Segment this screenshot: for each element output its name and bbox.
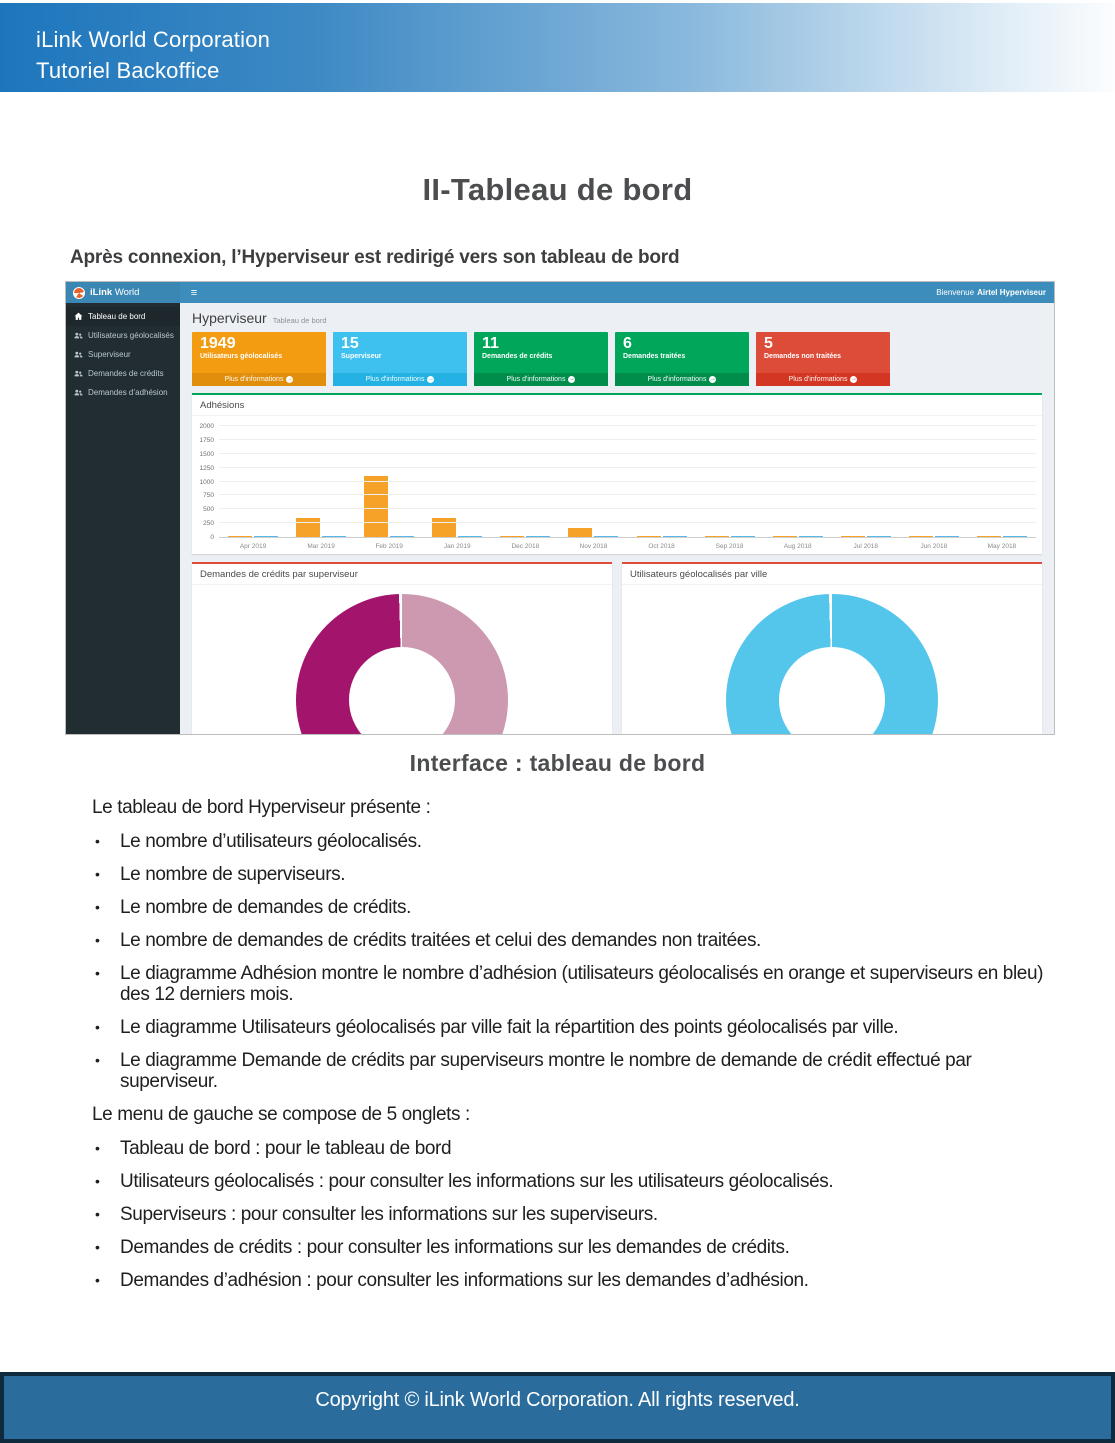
arrow-circle-icon [850, 376, 857, 383]
bar-utilisateurs [705, 536, 729, 537]
stat-card-label: Superviseur [341, 353, 382, 360]
sidebar-item-4[interactable] [66, 383, 180, 402]
bar-superviseurs [1003, 536, 1027, 537]
users-icon [74, 350, 83, 359]
bar-group [832, 427, 900, 537]
arrow-circle-icon [286, 376, 293, 383]
bar-superviseurs [594, 536, 618, 537]
gridline [219, 508, 1036, 509]
gridline [219, 494, 1036, 495]
x-tick-label: May 2018 [987, 543, 1017, 550]
more-info-label: Plus d'informations [506, 376, 566, 383]
stat-card-label: Demandes de crédits [482, 353, 553, 360]
intro-line-1: Le tableau de bord Hyperviseur présente : [92, 797, 431, 818]
bar-superviseurs [390, 536, 414, 537]
stat-card-4 [756, 332, 890, 386]
donut-panel-1-title: Demandes de crédits par superviseur [192, 564, 612, 585]
stat-card-label: Demandes traitées [623, 353, 686, 360]
page-subtitle: Après connexion, l’Hyperviseur est redirigé vers son tableau de bord [70, 247, 680, 268]
gridline [219, 425, 1036, 426]
bar-utilisateurs [228, 536, 252, 537]
more-info-link[interactable] [192, 373, 326, 386]
more-info-label: Plus d'informations [365, 376, 425, 383]
dashboard-heading [180, 303, 1054, 331]
arrow-circle-icon [568, 376, 575, 383]
adhesions-chart [196, 423, 1038, 551]
adhesions-plot [219, 427, 1036, 538]
sidebar-item-label: Tableau de bord [88, 312, 146, 321]
x-tick-label: Oct 2018 [648, 543, 675, 550]
y-tick-label: 2000 [199, 423, 214, 430]
bar-utilisateurs [568, 528, 592, 537]
x-tick-label: Aug 2018 [783, 543, 812, 550]
bar-superviseurs [935, 536, 959, 537]
bar-group [968, 427, 1036, 537]
bar-superviseurs [663, 536, 687, 537]
dashboard-navbar [66, 282, 1054, 303]
bar-group [355, 427, 423, 537]
brand[interactable] [66, 282, 180, 303]
banner-line2: Tutoriel Backoffice [36, 58, 220, 83]
stat-cards-row [192, 332, 1042, 386]
dashboard-body [66, 303, 1054, 735]
bar-utilisateurs [364, 476, 388, 537]
stat-card-value: 15 [341, 335, 359, 352]
x-tick-label: Mar 2019 [307, 543, 335, 550]
dashboard-heading-title: Hyperviseur [192, 310, 267, 326]
gridline [219, 467, 1036, 468]
document-banner [0, 3, 1115, 92]
welcome-user: Airtel Hyperviseur [977, 288, 1046, 297]
bar-superviseurs [731, 536, 755, 537]
more-info-label: Plus d'informations [224, 376, 284, 383]
bar-group [900, 427, 968, 537]
more-info-label: Plus d'informations [647, 376, 707, 383]
more-info-link[interactable] [333, 373, 467, 386]
bar-superviseurs [526, 536, 550, 537]
stat-card-3 [615, 332, 749, 386]
villes-donut-chart [726, 594, 938, 735]
stat-card-label: Demandes non traitées [764, 353, 842, 360]
more-info-link[interactable] [756, 373, 890, 386]
sidebar-item-label: Demandes de crédits [88, 369, 164, 378]
users-icon [74, 369, 83, 378]
bar-superviseurs [867, 536, 891, 537]
bar-group [696, 427, 764, 537]
stat-card-value: 6 [623, 335, 632, 352]
gridline [219, 522, 1036, 523]
gridline [219, 481, 1036, 482]
sidebar-item-label: Demandes d’adhésion [88, 388, 168, 397]
more-info-link[interactable] [615, 373, 749, 386]
bullet-item: • Tableau de bord : pour le tableau de bord [92, 1138, 1070, 1159]
brand-bold: iLink [90, 287, 113, 298]
bullet-list-2 [92, 1138, 1070, 1291]
bullet-item: • Le diagramme Adhésion montre le nombre d’adhésion (utilisateurs géolocalisés en orange et superviseurs en bleu) des 12 derniers mois. [92, 963, 1070, 1005]
arrow-circle-icon [427, 376, 434, 383]
bullet-item: • Le diagramme Utilisateurs géolocalisés par ville fait la répartition des points géolocalisés par ville. [92, 1017, 1070, 1038]
dashboard-heading-subtitle: Tableau de bord [272, 316, 327, 325]
sidebar-item-0[interactable] [66, 307, 180, 326]
x-tick-label: Feb 2019 [375, 543, 403, 550]
bar-superviseurs [322, 536, 346, 537]
hamburger-icon[interactable] [180, 282, 208, 303]
stat-card-1 [333, 332, 467, 386]
stat-card-value: 11 [482, 335, 499, 352]
page-footer [0, 1372, 1115, 1443]
bullet-item: • Le nombre de demandes de crédits traitées et celui des demandes non traitées. [92, 930, 1070, 951]
x-tick-label: Dec 2018 [511, 543, 540, 550]
page-title: II-Tableau de bord [422, 172, 693, 207]
bullet-item: • Superviseurs : pour consulter les informations sur les superviseurs. [92, 1204, 1070, 1225]
arrow-circle-icon [709, 376, 716, 383]
welcome-text [936, 282, 1054, 303]
users-icon [74, 331, 83, 340]
bullet-list-1 [92, 831, 1070, 1092]
bar-group [219, 427, 287, 537]
more-info-link[interactable] [474, 373, 608, 386]
copyright-text: Copyright © iLink World Corporation. All rights reserved. [315, 1389, 800, 1411]
donut-hole [779, 647, 885, 735]
x-tick-label: Nov 2018 [579, 543, 608, 550]
y-tick-label: 1750 [199, 436, 214, 444]
bar-utilisateurs [909, 536, 933, 537]
bar-group [287, 427, 355, 537]
bar-group [423, 427, 491, 537]
y-tick-label: 1500 [199, 450, 214, 458]
bar-group [627, 427, 695, 537]
ilink-logo-icon [73, 287, 85, 299]
y-tick-label: 1250 [199, 464, 214, 472]
dashboard-sidebar [66, 303, 180, 735]
intro-line-2: Le menu de gauche se compose de 5 onglets : [92, 1104, 470, 1125]
bar-superviseurs [799, 536, 823, 537]
y-tick-label: 750 [203, 492, 214, 500]
sidebar-item-3[interactable] [66, 364, 180, 383]
x-tick-label: Jul 2018 [853, 543, 879, 550]
stat-card-value: 1949 [200, 335, 236, 352]
donut-panel-1 [192, 562, 612, 735]
bullet-item: • Le nombre d’utilisateurs géolocalisés. [92, 831, 1070, 852]
bullet-item: • Le diagramme Demande de crédits par superviseurs montre le nombre de demande de crédit effectué par superviseur. [92, 1050, 1070, 1092]
brand-light: World [114, 287, 140, 298]
gridline [219, 439, 1036, 440]
dashboard-screenshot [65, 281, 1055, 735]
adhesions-panel [192, 393, 1042, 554]
bar-group [491, 427, 559, 537]
bar-utilisateurs [773, 536, 797, 537]
x-tick-label: Jan 2019 [443, 543, 471, 550]
bullet-item: • Demandes de crédits : pour consulter les informations sur les demandes de crédits. [92, 1237, 1070, 1258]
x-tick-label: Jun 2018 [920, 543, 948, 550]
bar-group [764, 427, 832, 537]
bar-superviseurs [254, 536, 278, 537]
donut-panel-2 [622, 562, 1042, 735]
adhesions-bars [219, 427, 1036, 537]
donut-panel-2-title: Utilisateurs géolocalisés par ville [622, 564, 1042, 585]
gridline [219, 453, 1036, 454]
x-tick-label: Sep 2018 [715, 543, 744, 550]
bullet-item: • Le nombre de superviseurs. [92, 864, 1070, 885]
bar-utilisateurs [637, 536, 661, 537]
adhesions-panel-title: Adhésions [192, 395, 1042, 416]
sidebar-item-1[interactable] [66, 326, 180, 345]
sidebar-item-2[interactable] [66, 345, 180, 364]
credits-donut-chart [296, 594, 508, 735]
stat-card-2 [474, 332, 608, 386]
home-icon [74, 312, 83, 321]
bullet-item: • Demandes d’adhésion : pour consulter les informations sur les demandes d’adhésion. [92, 1270, 1070, 1291]
bar-utilisateurs [977, 536, 1001, 537]
stat-card-label: Utilisateurs géolocalisés [200, 353, 283, 360]
bar-superviseurs [458, 536, 482, 537]
adhesions-y-axis [196, 423, 216, 541]
y-tick-label: 250 [203, 520, 214, 528]
bar-utilisateurs [841, 536, 865, 537]
users-icon [74, 388, 83, 397]
bar-utilisateurs [296, 518, 320, 537]
y-tick-label: 500 [203, 506, 214, 514]
more-info-label: Plus d'informations [788, 376, 848, 383]
welcome-prefix: Bienvenue [936, 288, 975, 297]
screenshot-caption: Interface : tableau de bord [409, 750, 706, 776]
donut-row [192, 562, 1042, 735]
bullet-item: • Utilisateurs géolocalisés : pour consulter les informations sur les utilisateurs géolocalisés. [92, 1171, 1070, 1192]
stat-card-0 [192, 332, 326, 386]
stat-card-value: 5 [764, 335, 773, 352]
y-tick-label: 0 [210, 534, 214, 541]
body-text [92, 797, 1070, 1303]
bar-utilisateurs [432, 518, 456, 537]
sidebar-item-label: Utilisateurs géolocalisés [88, 331, 174, 340]
banner-line1: iLink World Corporation [36, 27, 271, 52]
dashboard-main [180, 303, 1054, 735]
bar-utilisateurs [500, 536, 524, 537]
bullet-item: • Le nombre de demandes de crédits. [92, 897, 1070, 918]
adhesions-x-axis [219, 540, 1036, 551]
x-tick-label: Apr 2019 [239, 543, 267, 550]
donut-hole [349, 647, 455, 735]
bar-group [559, 427, 627, 537]
y-tick-label: 1000 [199, 478, 214, 486]
sidebar-item-label: Superviseur [88, 350, 131, 359]
